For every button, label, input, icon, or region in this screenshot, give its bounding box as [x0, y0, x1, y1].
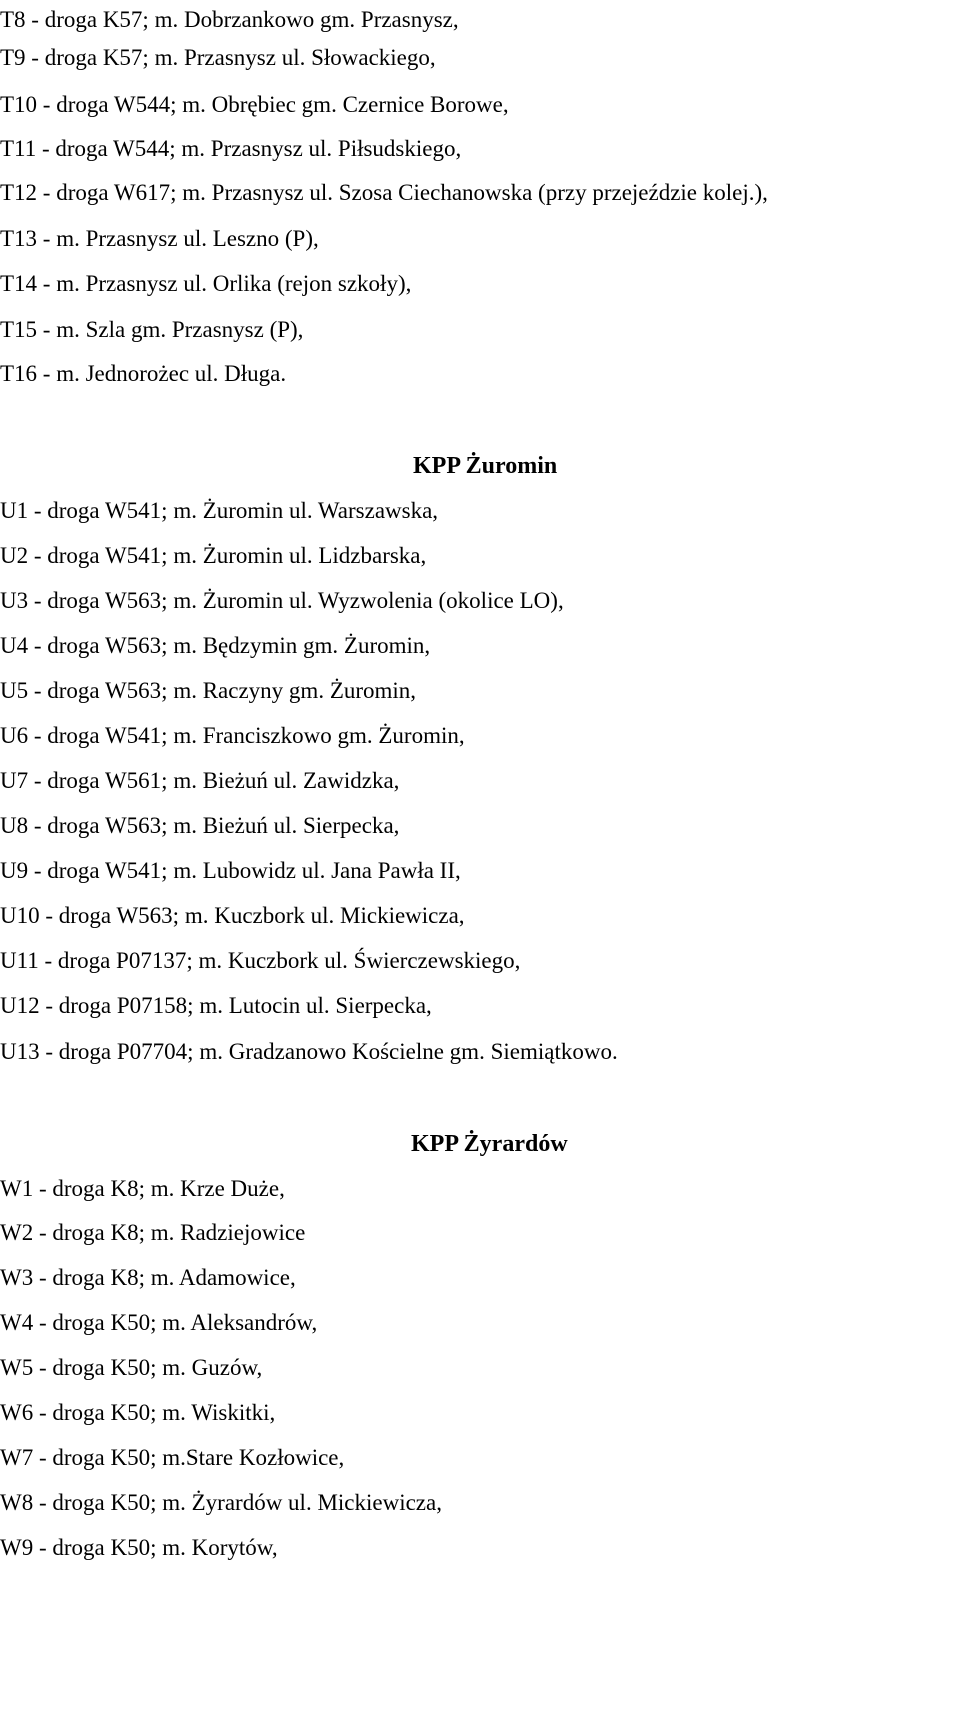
- section-heading-zyrardow: KPP Żyrardów: [411, 1131, 568, 1157]
- list-item-w6: W6 - droga K50; m. Wiskitki,: [0, 1400, 276, 1425]
- list-item-t11: T11 - droga W544; m. Przasnysz ul. Piłsudskiego,: [0, 136, 462, 161]
- list-item-w2: W2 - droga K8; m. Radziejowice: [0, 1220, 306, 1245]
- list-item-u6: U6 - droga W541; m. Franciszkowo gm. Żuromin,: [0, 723, 465, 748]
- list-item-t16: T16 - m. Jednorożec ul. Długa.: [0, 361, 287, 386]
- list-item-u10: U10 - droga W563; m. Kuczbork ul. Mickiewicza,: [0, 903, 465, 928]
- list-item-u8: U8 - droga W563; m. Bieżuń ul. Sierpecka,: [0, 813, 400, 838]
- list-item-t10: T10 - droga W544; m. Obrębiec gm. Czernice Borowe,: [0, 92, 509, 117]
- list-item-t15: T15 - m. Szla gm. Przasnysz (P),: [0, 317, 304, 342]
- list-item-u13: U13 - droga P07704; m. Gradzanowo Kościelne gm. Siemiątkowo.: [0, 1039, 618, 1064]
- list-item-u1: U1 - droga W541; m. Żuromin ul. Warszawska,: [0, 498, 439, 523]
- section-heading-zuromin: KPP Żuromin: [413, 453, 558, 479]
- list-item-w7: W7 - droga K50; m.Stare Kozłowice,: [0, 1445, 345, 1470]
- list-item-t14: T14 - m. Przasnysz ul. Orlika (rejon szkoły),: [0, 271, 412, 296]
- list-item-u11: U11 - droga P07137; m. Kuczbork ul. Świerczewskiego,: [0, 948, 521, 973]
- list-item-u5: U5 - droga W563; m. Raczyny gm. Żuromin,: [0, 678, 417, 703]
- list-item-t8: T8 - droga K57; m. Dobrzankowo gm. Przasnysz,: [0, 7, 459, 32]
- list-item-u3: U3 - droga W563; m. Żuromin ul. Wyzwolenia (okolice LO),: [0, 588, 564, 613]
- list-item-w1: W1 - droga K8; m. Krze Duże,: [0, 1176, 285, 1201]
- list-item-u2: U2 - droga W541; m. Żuromin ul. Lidzbarska,: [0, 543, 427, 568]
- list-item-w3: W3 - droga K8; m. Adamowice,: [0, 1265, 296, 1290]
- list-item-u9: U9 - droga W541; m. Lubowidz ul. Jana Pawła II,: [0, 858, 461, 883]
- list-item-u4: U4 - droga W563; m. Będzymin gm. Żuromin,: [0, 633, 431, 658]
- list-item-w4: W4 - droga K50; m. Aleksandrów,: [0, 1310, 318, 1335]
- list-item-w9: W9 - droga K50; m. Korytów,: [0, 1535, 278, 1560]
- list-item-t9: T9 - droga K57; m. Przasnysz ul. Słowackiego,: [0, 45, 436, 70]
- list-item-w5: W5 - droga K50; m. Guzów,: [0, 1355, 263, 1380]
- list-item-t13: T13 - m. Przasnysz ul. Leszno (P),: [0, 226, 319, 251]
- list-item-t12: T12 - droga W617; m. Przasnysz ul. Szosa Ciechanowska (przy przejeździe kolej.),: [0, 180, 768, 205]
- list-item-u7: U7 - droga W561; m. Bieżuń ul. Zawidzka,: [0, 768, 400, 793]
- list-item-u12: U12 - droga P07158; m. Lutocin ul. Sierpecka,: [0, 993, 432, 1018]
- list-item-w8: W8 - droga K50; m. Żyrardów ul. Mickiewicza,: [0, 1490, 442, 1515]
